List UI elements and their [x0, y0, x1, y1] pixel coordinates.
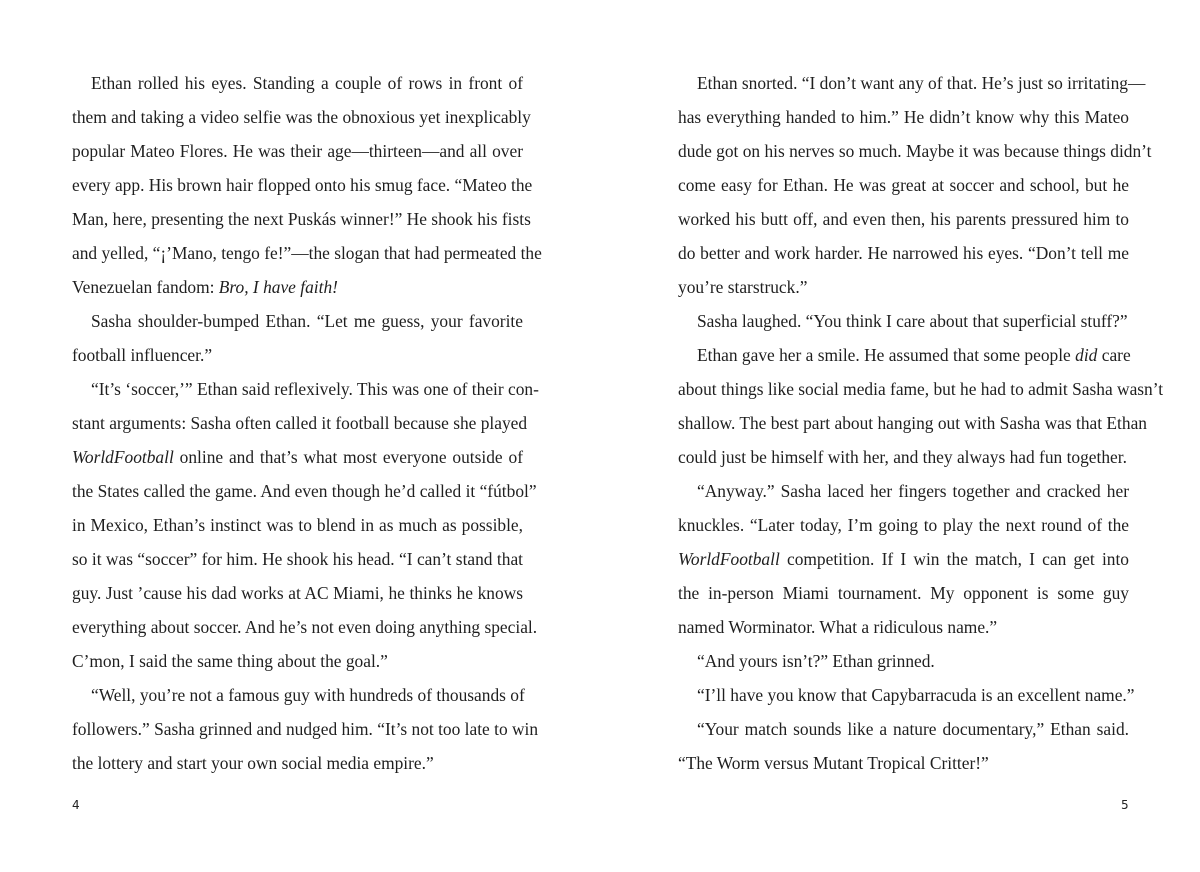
text-line: stant arguments: Sasha often called it football because she played: [72, 413, 528, 433]
text-line: popular Mateo Flores. He was their age—thirteen—and all over: [72, 141, 523, 161]
text-line: [72, 270, 523, 304]
text-line: about things like social media fame, but he had to admit Sasha wasn’t: [678, 379, 1164, 399]
text-line: so it was “soccer” for him. He shook his head. “I can’t stand that: [72, 549, 523, 569]
text-line: [678, 338, 1129, 372]
right-page-body: [678, 66, 1164, 780]
left-page-body: [72, 66, 542, 780]
text-line: knuckles. “Later today, I’m going to play the next round of the: [678, 515, 1129, 535]
text-line: and yelled, “¡’Mano, tengo fe!”—the slogan that had permeated the: [72, 243, 542, 263]
text-line: the in-person Miami tournament. My opponent is some guy: [678, 583, 1129, 603]
right-page: [600, 0, 1200, 872]
text-line: come easy for Ethan. He was great at soccer and school, but he: [678, 175, 1129, 195]
text-line: C’mon, I said the same thing about the goal.”: [72, 651, 388, 671]
text-line: guy. Just ’cause his dad works at AC Miami, he thinks he knows: [72, 583, 523, 603]
text-line: do better and work harder. He narrowed his eyes. “Don’t tell me: [678, 243, 1129, 263]
text-line: “The Worm versus Mutant Tropical Critter!”: [678, 753, 989, 773]
line-text: Ethan gave her a smile. He assumed that some people: [697, 345, 1076, 365]
text-line: [678, 542, 1129, 576]
text-line: worked his butt off, and even then, his parents pressured him to: [678, 209, 1129, 229]
text-line: shallow. The best part about hanging out with Sasha was that Ethan: [678, 413, 1147, 433]
text-line: the lottery and start your own social media empire.”: [72, 753, 434, 773]
page-number: 5: [1121, 798, 1129, 812]
italic-text: Bro, I have faith!: [218, 277, 338, 297]
text-line: followers.” Sasha grinned and nudged him. “It’s not too late to win: [72, 719, 539, 739]
text-line: “And yours isn’t?” Ethan grinned.: [697, 651, 935, 671]
text-line: you’re starstruck.”: [678, 277, 808, 297]
text-line: every app. His brown hair flopped onto his smug face. “Mateo the: [72, 175, 533, 195]
text-line: named Worminator. What a ridiculous name.”: [678, 617, 998, 637]
line-text: competition. If I win the match, I can get into: [779, 549, 1129, 569]
italic-text: WorldFootball: [72, 447, 174, 467]
text-line: football influencer.”: [72, 345, 213, 365]
text-line: Sasha laughed. “You think I care about that superficial stuff?”: [697, 311, 1128, 331]
text-line: “Your match sounds like a nature documentary,” Ethan said.: [697, 719, 1129, 739]
page-number: 4: [72, 798, 80, 812]
text-line: “I’ll have you know that Capybarracuda is an excellent name.”: [697, 685, 1135, 705]
text-line: in Mexico, Ethan’s instinct was to blend in as much as possible,: [72, 515, 523, 535]
text-line: everything about soccer. And he’s not even doing anything special.: [72, 617, 538, 637]
text-line: Sasha shoulder-bumped Ethan. “Let me guess, your favorite: [91, 311, 523, 331]
text-line: could just be himself with her, and they always had fun together.: [678, 447, 1127, 467]
line-text: care: [1097, 345, 1131, 365]
text-line: the States called the game. And even though he’d called it “fútbol”: [72, 481, 537, 501]
text-line: “Anyway.” Sasha laced her fingers together and cracked her: [697, 481, 1129, 501]
text-line: “It’s ‘soccer,’” Ethan said reflexively. This was one of their con-: [91, 379, 539, 399]
text-line: Man, here, presenting the next Puskás winner!” He shook his fists: [72, 209, 531, 229]
text-line: Ethan snorted. “I don’t want any of that. He’s just so irritating—: [697, 73, 1146, 93]
italic-text: did: [1075, 345, 1098, 365]
text-line: dude got on his nerves so much. Maybe it was because things didn’t: [678, 141, 1152, 161]
text-line: “Well, you’re not a famous guy with hundreds of thousands of: [91, 685, 525, 705]
line-text: online and that’s what most everyone outside of: [173, 447, 523, 467]
text-line: them and taking a video selfie was the obnoxious yet inexplicably: [72, 107, 531, 127]
line-text: Venezuelan fandom:: [72, 277, 219, 297]
text-line: has everything handed to him.” He didn’t know why this Mateo: [678, 107, 1129, 127]
text-line: Ethan rolled his eyes. Standing a couple of rows in front of: [91, 73, 523, 93]
text-line: [72, 440, 523, 474]
italic-text: WorldFootball: [678, 549, 780, 569]
